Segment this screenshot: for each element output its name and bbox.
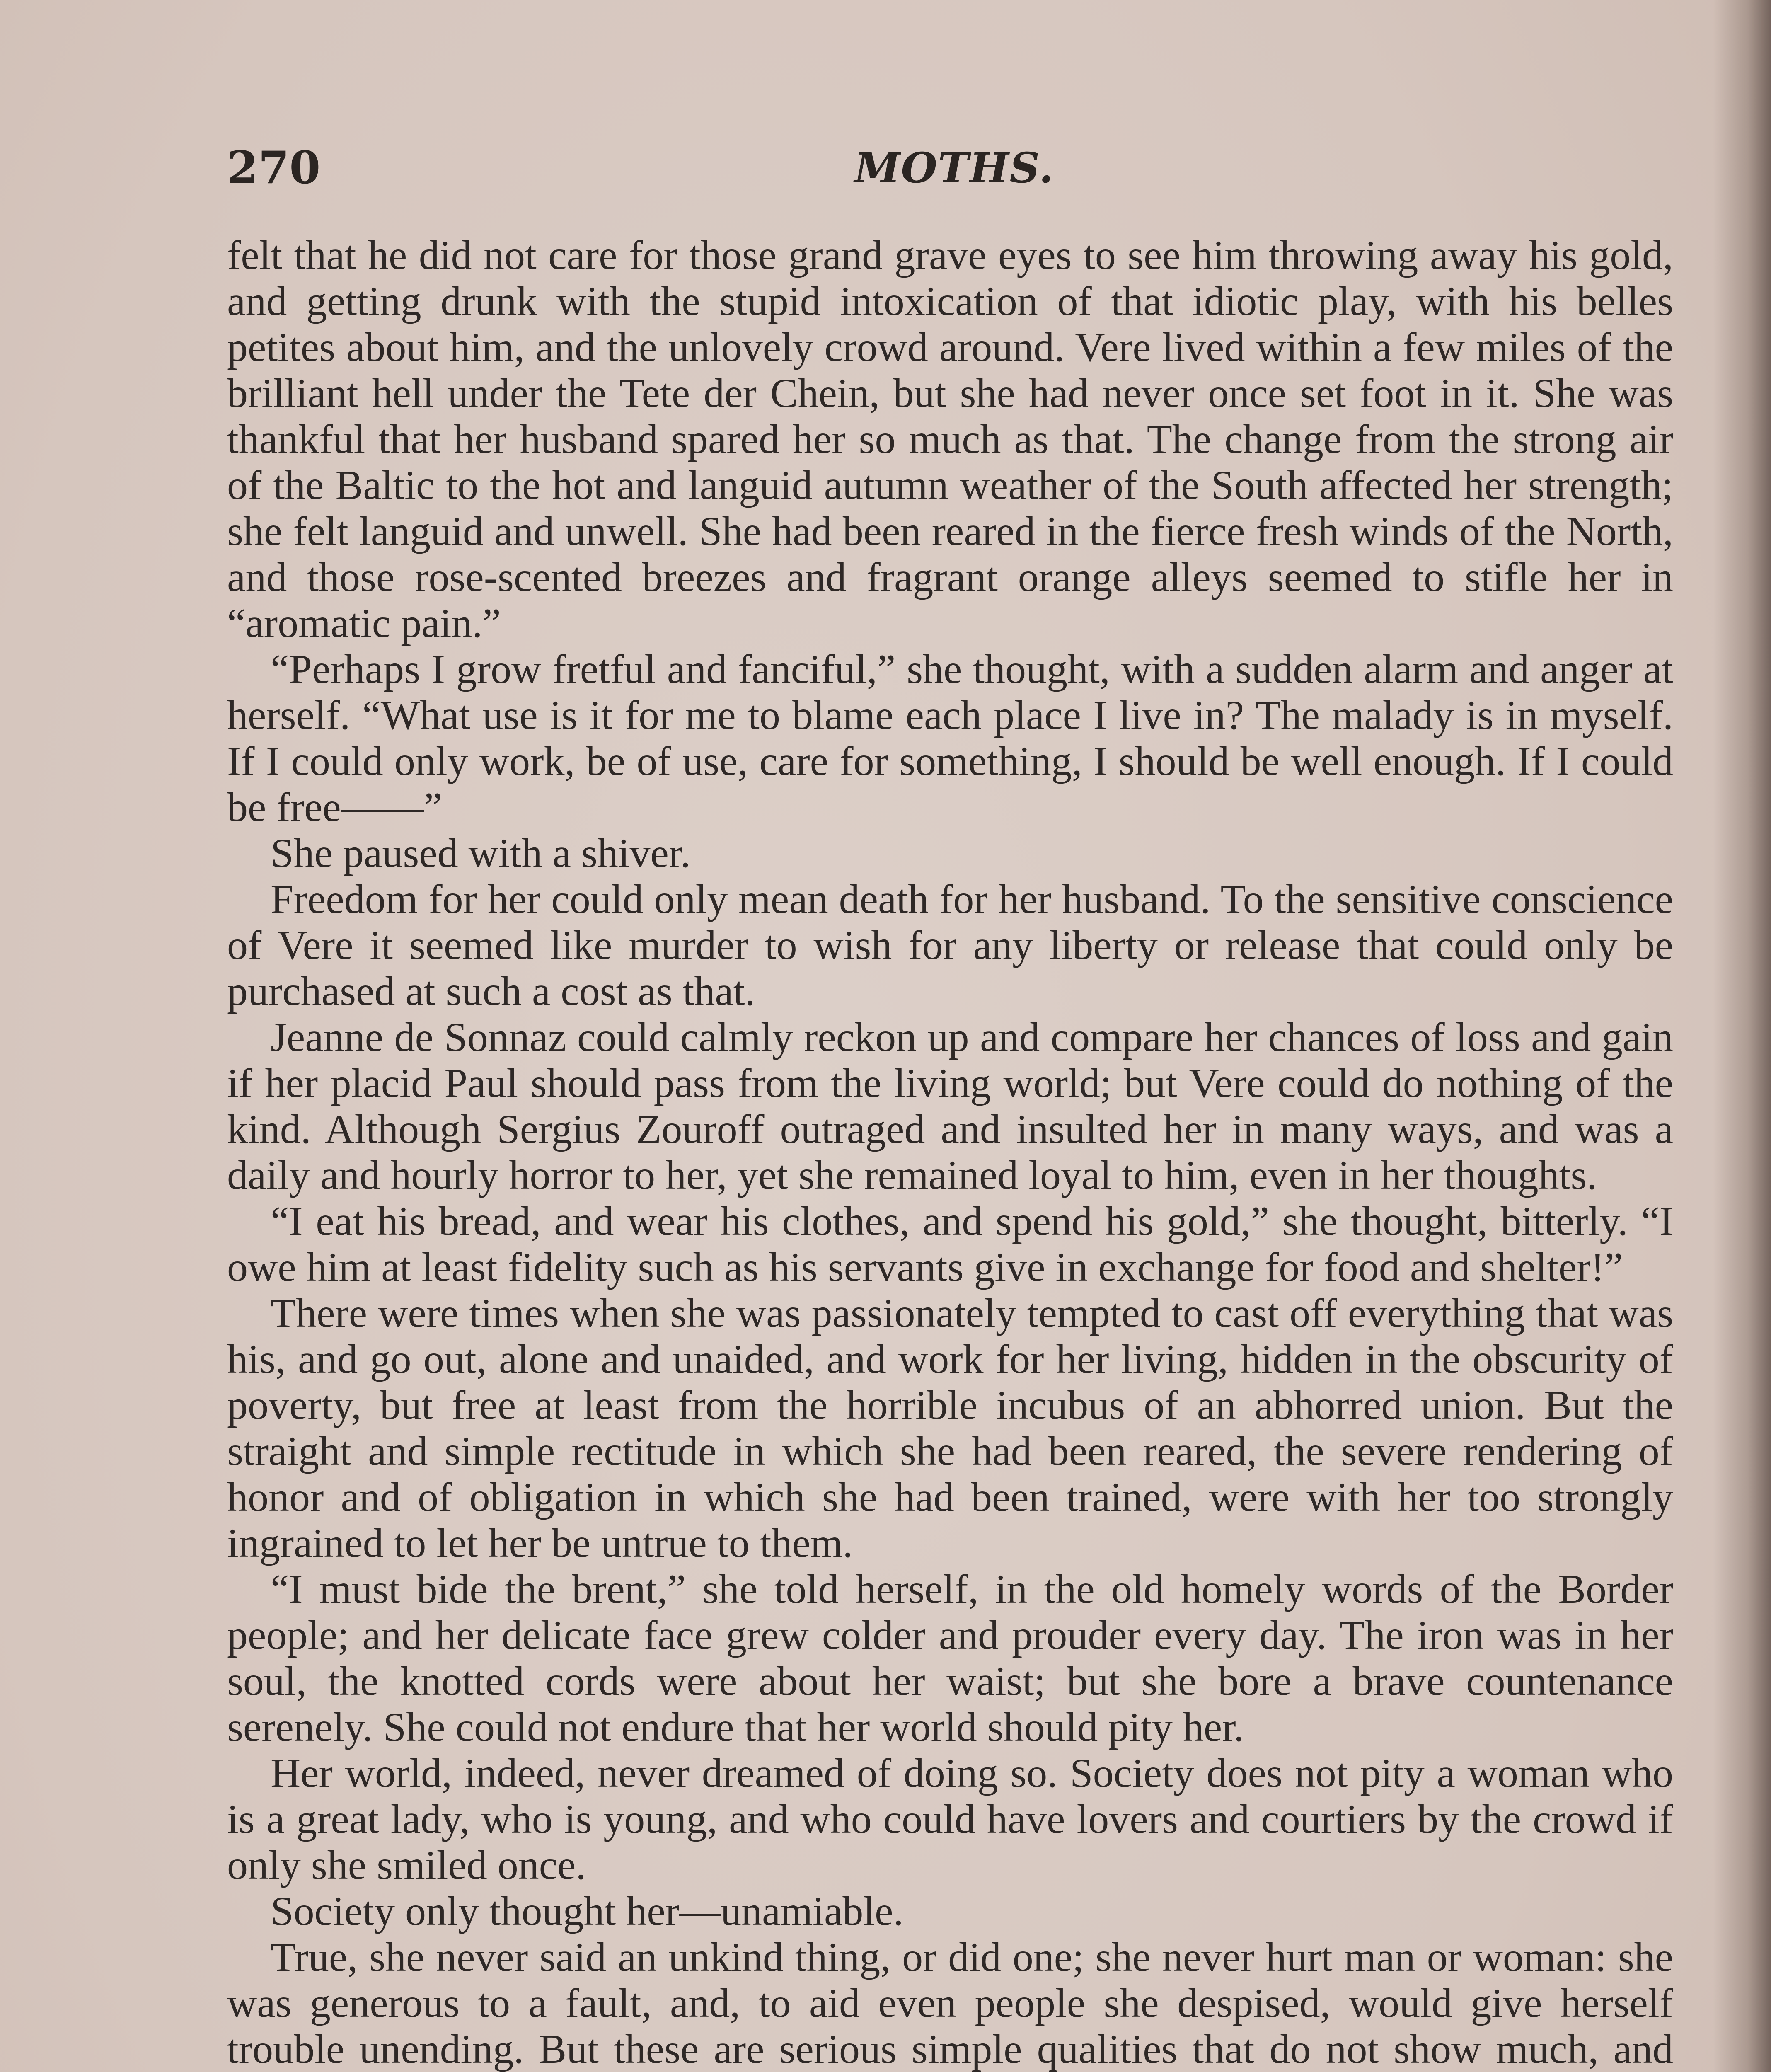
running-title: MOTHS. <box>854 143 1055 192</box>
paragraph: “I eat his bread, and wear his clothes, and spend his gold,” she thought, bitterly. “I owe him at least fidelity such as his servants give in exchange for food and shelter!” <box>227 1198 1673 1290</box>
paragraph: There were times when she was passionately tempted to cast off everything that was his, and go out, alone and unaided, and work for her living, hidden in the obscurity of poverty, but free at least from the horrible incubus of an abhorred union. But the straight and simple rectitude in which she had been reared, the severe rendering of honor and of obligation in which she had been trained, were with her too strongly ingrained to let her be untrue to them. <box>227 1290 1673 1566</box>
paragraph: “Perhaps I grow fretful and fanciful,” she thought, with a sudden alarm and anger at herself. “What use is it for me to blame each place I live in? The malady is in myself. If I could only work, be of use, care for something, I should be well enough. If I could be free——” <box>227 646 1673 830</box>
body-text <box>227 232 1673 2072</box>
paragraph: Jeanne de Sonnaz could calmly reckon up and compare her chances of loss and gain if her placid Paul should pass from the living world; but Vere could do nothing of the kind. Although Sergius Zouroff outraged and insulted her in many ways, and was a daily and hourly horror to her, yet she remained loyal to him, even in her thoughts. <box>227 1014 1673 1198</box>
page-number: 270 <box>227 142 321 194</box>
page-edge-shadow <box>1713 0 1771 2072</box>
page-header <box>227 137 1681 199</box>
paragraph: Society only thought her—unamiable. <box>271 1888 904 1934</box>
paragraph: Her world, indeed, never dreamed of doing so. Society does not pity a woman who is a great lady, who is young, and who could have lovers and courtiers by the crowd if only she smiled once. <box>227 1750 1673 1888</box>
paragraph: She paused with a shiver. <box>271 830 691 876</box>
paragraph: True, she never said an unkind thing, or did one; she never hurt man or woman: she was generous to a fault, and, to aid even people she despised, would give herself trouble unending. But these are serious simple qualities that do not show much, and <box>227 1934 1673 2072</box>
paragraph: “I must bide the brent,” she told herself, in the old homely words of the Border people; and her delicate face grew colder and prouder every day. The iron was in her soul, the knotted cords were about her waist; but she bore a brave countenance serenely. She could not endure that her world should pity her. <box>227 1566 1673 1750</box>
paragraph: Freedom for her could only mean death for her husband. To the sensitive conscience of Vere it seemed like murder to wish for any liberty or release that could only be purchased at such a cost as that. <box>227 876 1673 1014</box>
paragraph: felt that he did not care for those grand grave eyes to see him throwing away his gold, and getting drunk with the stupid intoxication of that idiotic play, with his belles petites about him, and the unlovely crowd around. Vere lived within a few miles of the brilliant hell under the Tete der Chein, but she had never once set foot in it. She was thankful that her husband spared her so much as that. The change from the strong air of the Baltic to the hot and languid autumn weather of the South affected her strength; she felt languid and unwell. She had been reared in the fierce fresh winds of the North, and those rose-scented breezes and fragrant orange alleys seemed to stifle her in “aromatic pain.” <box>227 232 1673 646</box>
